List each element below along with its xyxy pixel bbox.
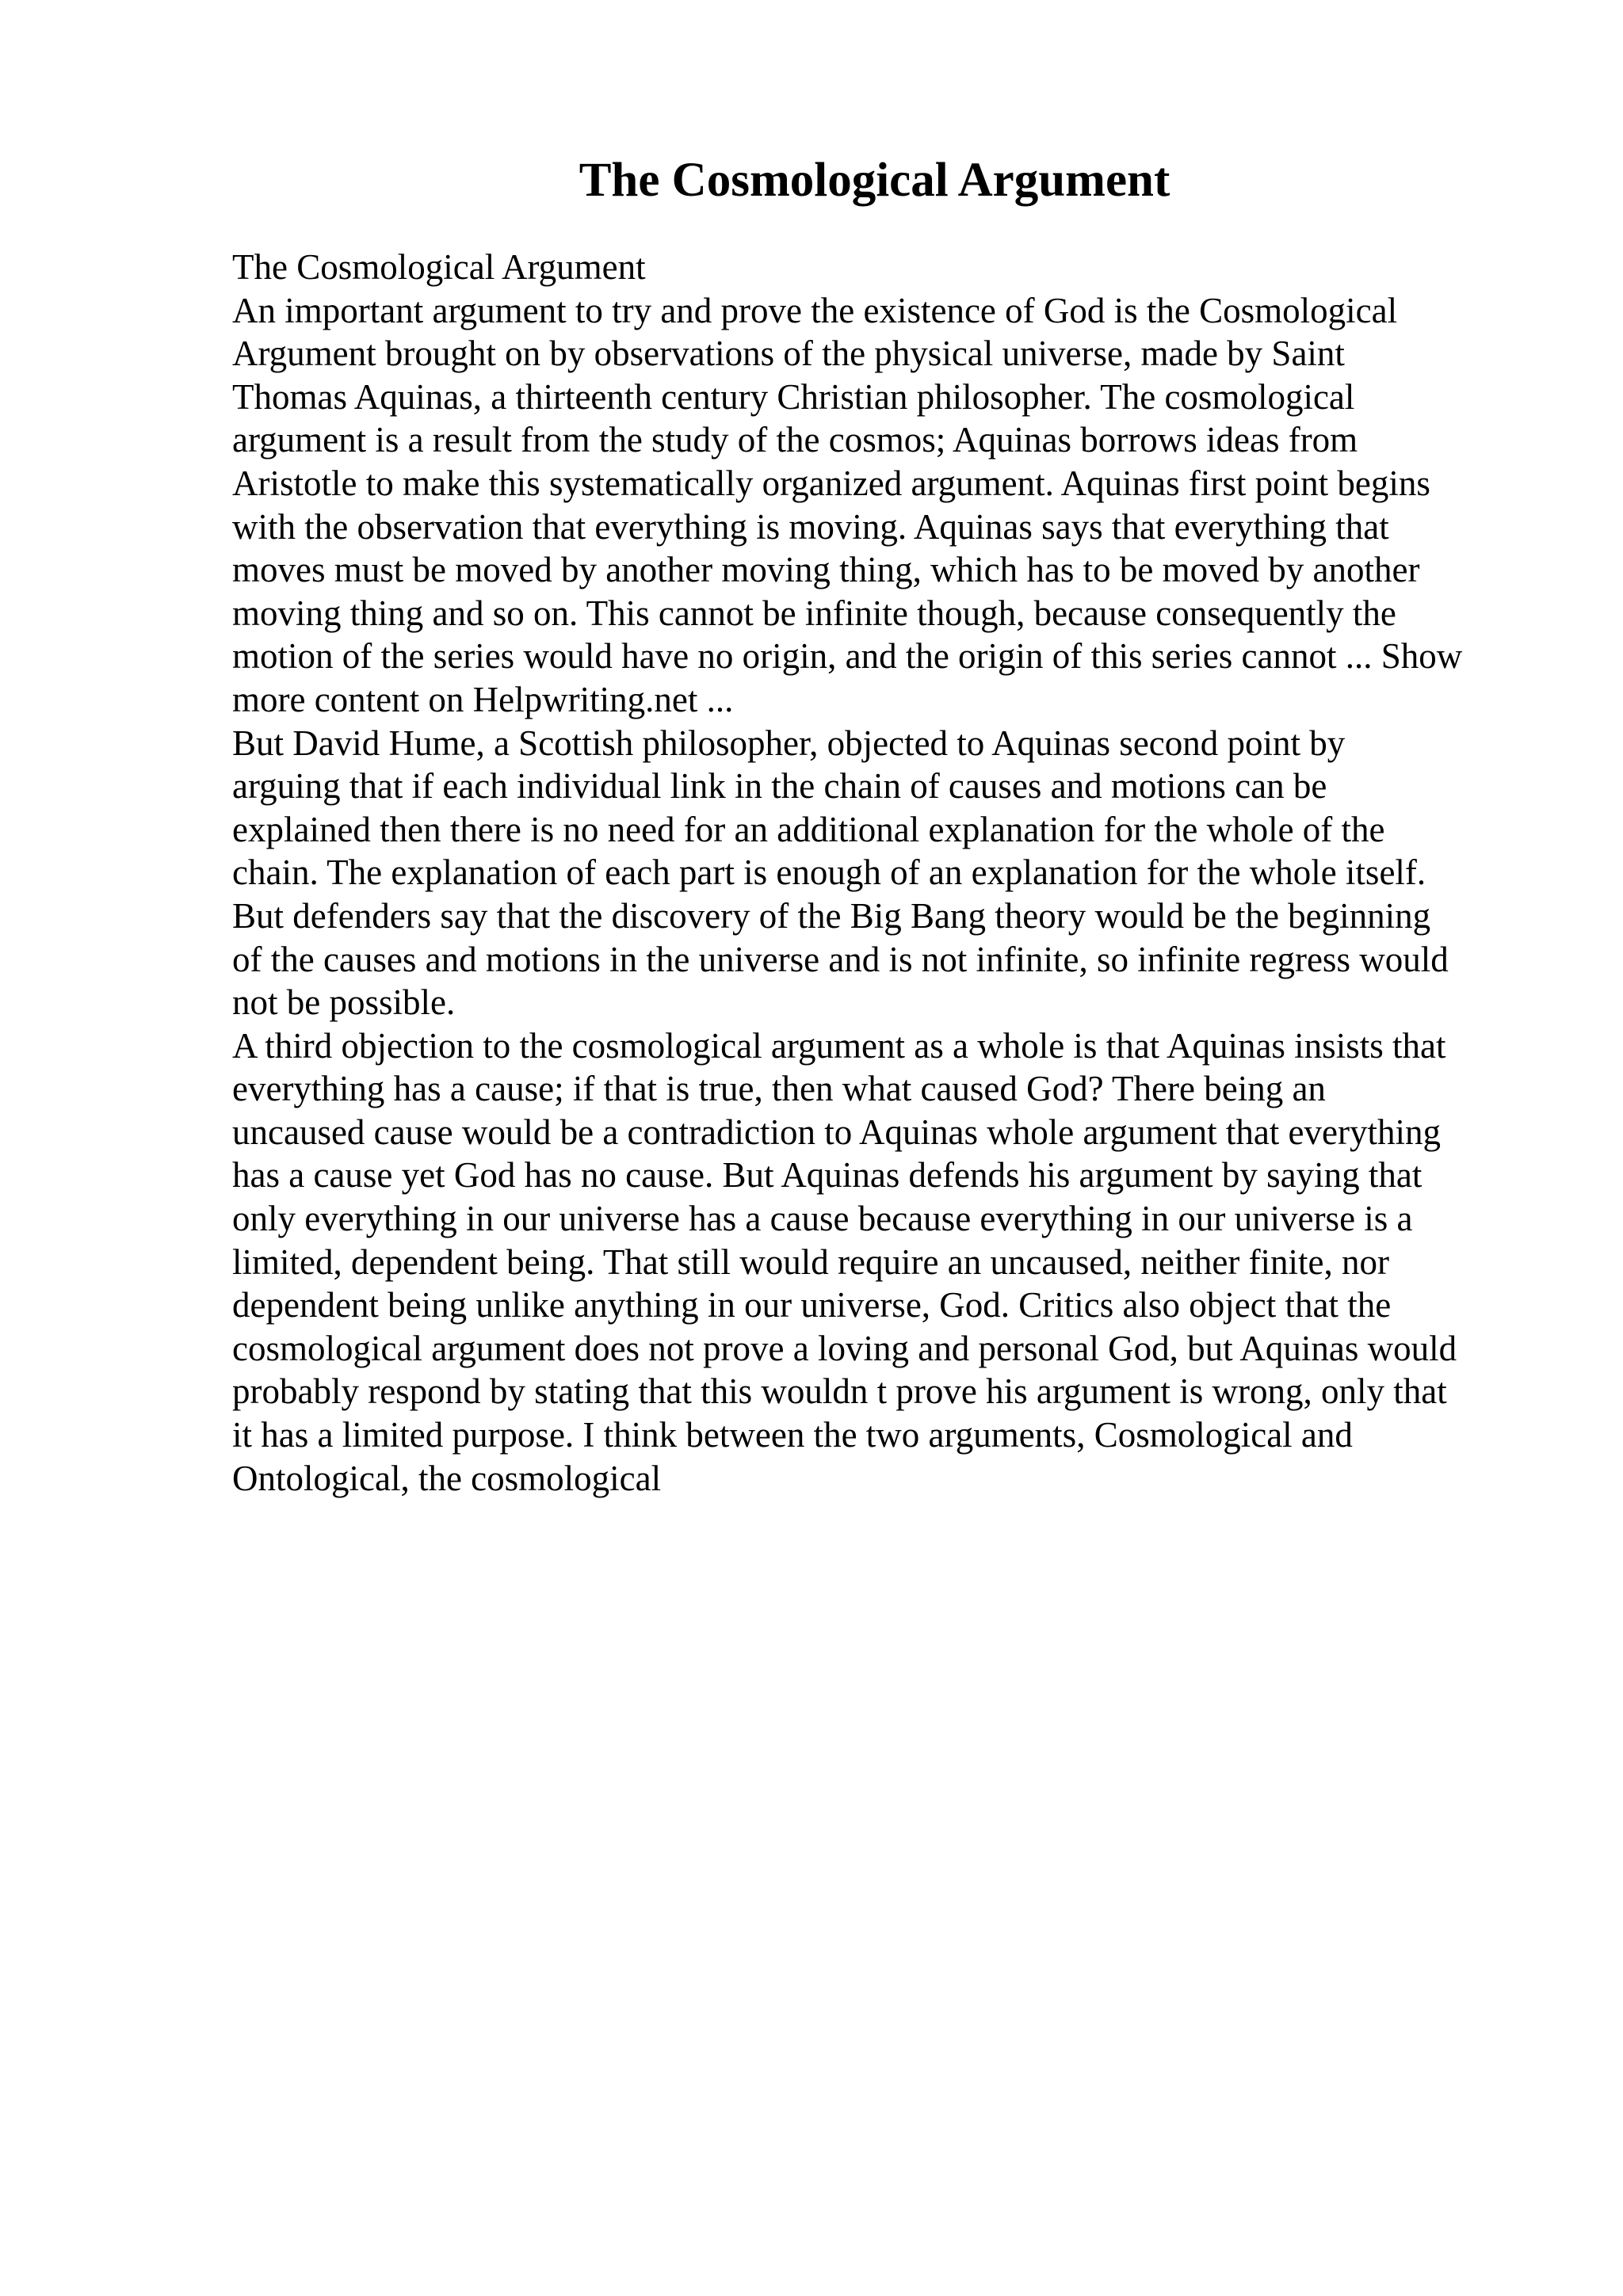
text-line: An important argument to try and prove the existence of God is the Cosmological xyxy=(232,290,1398,330)
text-line: Aristotle to make this systematically organized argument. Aquinas first point begins xyxy=(232,463,1430,503)
text-line: only everything in our universe has a cause because everything in our universe is a xyxy=(232,1199,1413,1239)
text-line: dependent being unlike anything in our universe, God. Critics also object that the xyxy=(232,1285,1392,1325)
document-body xyxy=(232,246,1532,1500)
text-line: more content on Helpwriting.net ... xyxy=(232,679,734,719)
text-line: The Cosmological Argument xyxy=(232,247,646,287)
text-line: explained then there is no need for an additional explanation for the whole of the xyxy=(232,809,1385,849)
text-line: Thomas Aquinas, a thirteenth century Christian philosopher. The cosmological xyxy=(232,376,1355,417)
text-line: argument is a result from the study of the cosmos; Aquinas borrows ideas from xyxy=(232,420,1358,460)
text-line: arguing that if each individual link in the chain of causes and motions can be xyxy=(232,766,1327,807)
text-line: chain. The explanation of each part is enough of an explanation for the whole itself. xyxy=(232,852,1426,893)
text-line: motion of the series would have no origin, and the origin of this series cannot ... Show xyxy=(232,636,1463,677)
text-line: everything has a cause; if that is true, then what caused God? There being an xyxy=(232,1069,1326,1109)
text-line: not be possible. xyxy=(232,982,456,1023)
text-line: But defenders say that the discovery of the Big Bang theory would be the beginning xyxy=(232,895,1431,936)
text-line: probably respond by stating that this wouldn t prove his argument is wrong, only that xyxy=(232,1371,1447,1412)
text-line: Argument brought on by observations of the physical universe, made by Saint xyxy=(232,334,1345,374)
text-line: moves must be moved by another moving thing, which has to be moved by another xyxy=(232,550,1420,590)
text-line: it has a limited purpose. I think between the two arguments, Cosmological and xyxy=(232,1415,1353,1455)
text-line: limited, dependent being. That still would require an uncaused, neither finite, nor xyxy=(232,1241,1390,1282)
document-title: The Cosmological Argument xyxy=(579,154,1170,207)
text-line: has a cause yet God has no cause. But Aquinas defends his argument by saying that xyxy=(232,1155,1423,1196)
text-line: But David Hume, a Scottish philosopher, objected to Aquinas second point by xyxy=(232,723,1346,763)
text-line: A third objection to the cosmological argument as a whole is that Aquinas insists that xyxy=(232,1025,1446,1066)
text-line: of the causes and motions in the universe and is not infinite, so infinite regress would xyxy=(232,939,1449,979)
text-line: with the observation that everything is moving. Aquinas says that everything that xyxy=(232,506,1389,547)
text-line: uncaused cause would be a contradiction to Aquinas whole argument that everything xyxy=(232,1112,1441,1152)
text-line: Ontological, the cosmological xyxy=(232,1458,662,1498)
text-line: cosmological argument does not prove a loving and personal God, but Aquinas would xyxy=(232,1328,1457,1368)
text-line: moving thing and so on. This cannot be infinite though, because consequently the xyxy=(232,593,1396,633)
